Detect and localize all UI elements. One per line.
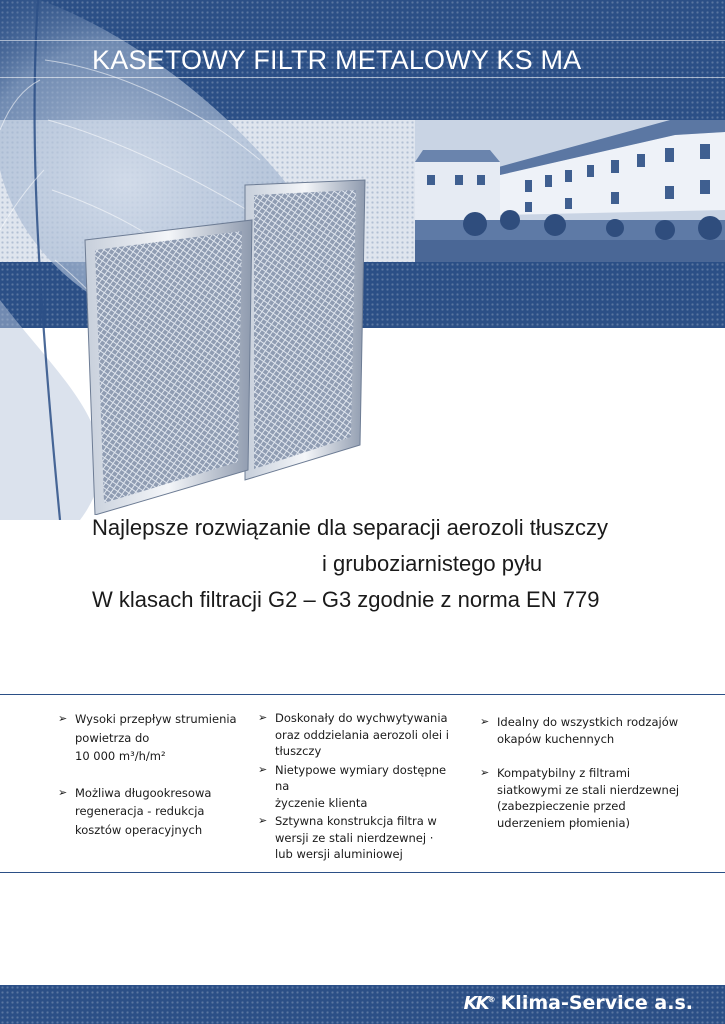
headline-line-3: W klasach filtracji G2 – G3 zgodnie z norma EN 779	[92, 587, 600, 612]
arrow-bullet-icon: ➢	[58, 785, 68, 799]
arrow-bullet-icon: ➢	[480, 715, 490, 728]
headline	[92, 510, 702, 618]
logo-mark: KK®	[463, 992, 494, 1014]
arrow-bullet-icon: ➢	[58, 712, 68, 725]
feature-item: ➢ Idealny do wszystkich rodzajów okapów kuchennych	[480, 715, 679, 746]
title-rule	[0, 40, 725, 41]
feature-item: ➢ Możliwa długookresowa regeneracja - redukcja kosztów operacyjnych	[58, 785, 212, 837]
features-column-2	[258, 710, 463, 863]
headline-line-1: Najlepsze rozwiązanie dla separacji aerozoli tłuszczy	[92, 515, 609, 540]
company-logo	[464, 992, 693, 1014]
building-photo	[415, 120, 725, 262]
features-column-1	[58, 710, 238, 839]
feature-item: ➢ Wysoki przepływ strumienia powietrza do 10 000 m³/h/m²	[58, 712, 237, 763]
arrow-bullet-icon: ➢	[258, 814, 268, 827]
company-name: Klima-Service a.s.	[500, 992, 693, 1014]
arrow-bullet-icon: ➢	[258, 711, 268, 724]
divider	[0, 694, 725, 695]
feature-item: ➢ Kompatybilny z filtrami siatkowymi ze stali nierdzewnej (zabezpieczenie przed uderzeniem płomienia)	[480, 766, 680, 830]
headline-line-2: i gruboziarnistego pyłu	[322, 551, 543, 576]
title-rule	[0, 77, 725, 78]
features-column-3	[480, 714, 700, 831]
arrow-bullet-icon: ➢	[258, 762, 268, 776]
arrow-bullet-icon: ➢	[480, 766, 490, 779]
feature-item: ➢ Doskonały do wychwytywania oraz oddzielania aerozoli olei i tłuszczy	[258, 711, 449, 758]
divider	[0, 872, 725, 873]
feature-item: ➢ Nietypowe wymiary dostępne na życzenie klienta	[258, 762, 447, 810]
feature-item: ➢ Sztywna konstrukcja filtra w wersji ze stali nierdzewnej · lub wersji aluminiowej	[258, 814, 437, 861]
filter-product-image	[80, 175, 370, 515]
page-title: KASETOWY FILTR METALOWY KS MA	[92, 45, 582, 75]
